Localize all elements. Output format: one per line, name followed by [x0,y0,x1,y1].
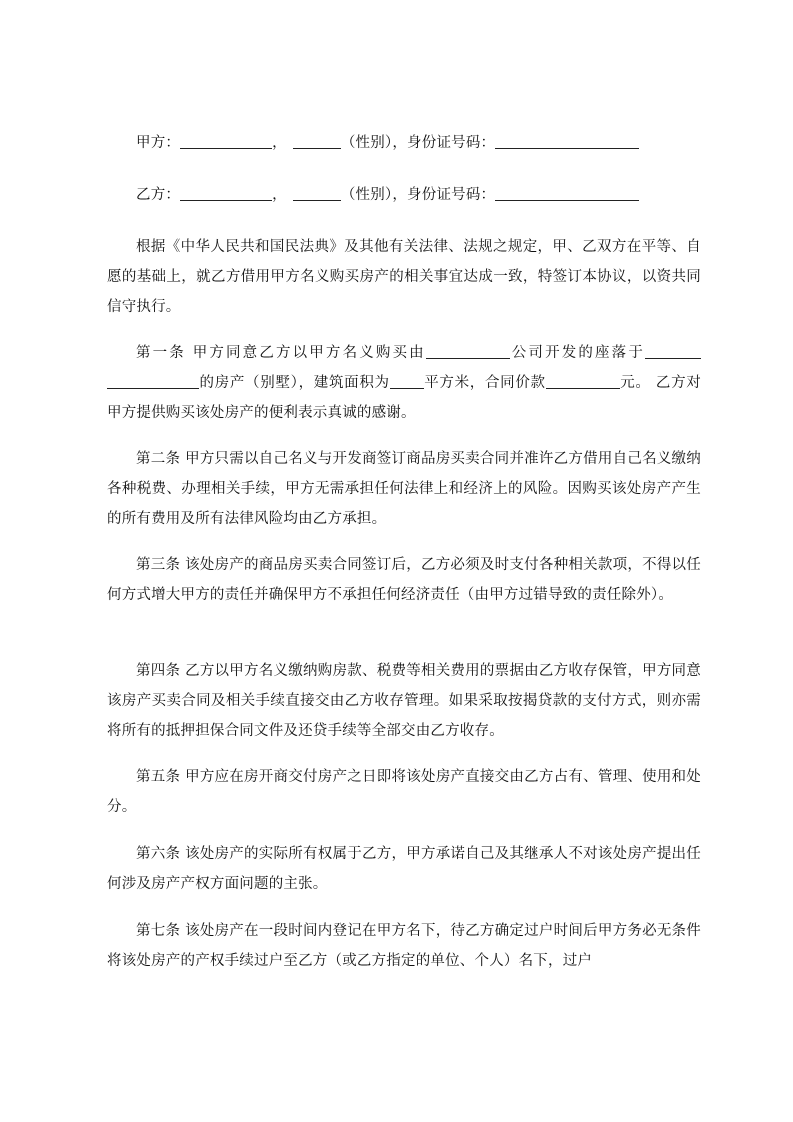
party-b-line [107,180,701,210]
article-1-company-blank [426,344,510,359]
article-1-text-a: 第一条 甲方同意乙方以甲方名义购买由 [136,345,426,361]
article-1-text-e: 元。 乙方对甲方提供购买该处房产的便利表示真诚的感谢。 [107,375,701,421]
article-5: 第五条 甲方应在房开商交付房产之日即将该处房产直接交由乙方占有、管理、使用和处分。 [107,769,701,815]
article-2: 第二条 甲方只需以自己名义与开发商签订商品房买卖合同并准许乙方借用自己名义缴纳各种税费、办理相关手续，甲方无需承担任何法律上和经济上的风险。因购买该处房产产生的所有费用及所有法律风险均由乙方承担。 [107,451,701,527]
party-a-separator: ， [272,135,287,151]
article-1-text-b: 公司开发的座落于 [509,345,645,361]
party-a-gender-blank [293,134,341,149]
party-a-id-blank [495,134,639,149]
article-1 [107,338,701,428]
party-b-label: 乙方： [136,187,181,203]
article-1-location-blank [645,344,701,359]
party-b-id-blank [495,186,639,201]
party-b-name-blank [180,186,272,201]
intro-paragraph: 根据《中华人民共和国民法典》及其他有关法律、法规之规定，甲、乙双方在平等、自愿的基础上，就乙方借用甲方名义购买房产的相关事宜达成一致，特签订本协议，以资共同信守执行。 [107,239,701,315]
article-1-text-d: 平方米，合同价款 [423,375,546,391]
article-1-text-c: 的房产（别墅），建筑面积为 [199,375,390,391]
article-3: 第三条 该处房产的商品房买卖合同签订后，乙方必须及时支付各种相关款项，不得以任何方式增大甲方的责任并确保甲方不承担任何经济责任（由甲方过错导致的责任除外）。 [107,557,701,603]
party-a-name-blank [180,134,272,149]
party-b-separator: ， [272,187,287,203]
party-a-gender-label: （性别），身份证号码： [340,135,496,151]
party-a-label: 甲方： [136,135,181,151]
party-a-line [107,128,701,158]
article-7: 第七条 该处房产在一段时间内登记在甲方名下，待乙方确定过户时间后甲方务必无条件将该处房产的产权手续过户至乙方（或乙方指定的单位、个人）名下，过户 [107,923,701,969]
article-6: 第六条 该处房产的实际所有权属于乙方，甲方承诺自己及其继承人不对该处房产提出任何涉及房产产权方面问题的主张。 [107,846,701,892]
article-4: 第四条 乙方以甲方名义缴纳购房款、税费等相关费用的票据由乙方收存保管，甲方同意该房产买卖合同及相关手续直接交由乙方收存管理。如果采取按揭贷款的支付方式，则亦需将所有的抵押担保合同文件及还贷手续等全部交由乙方收存。 [107,663,701,739]
article-1-price-blank [546,374,620,389]
party-b-gender-label: （性别），身份证号码： [340,187,496,203]
article-1-area-blank [390,374,424,389]
article-1-location-blank-2 [107,374,199,389]
party-b-gender-blank [293,186,341,201]
